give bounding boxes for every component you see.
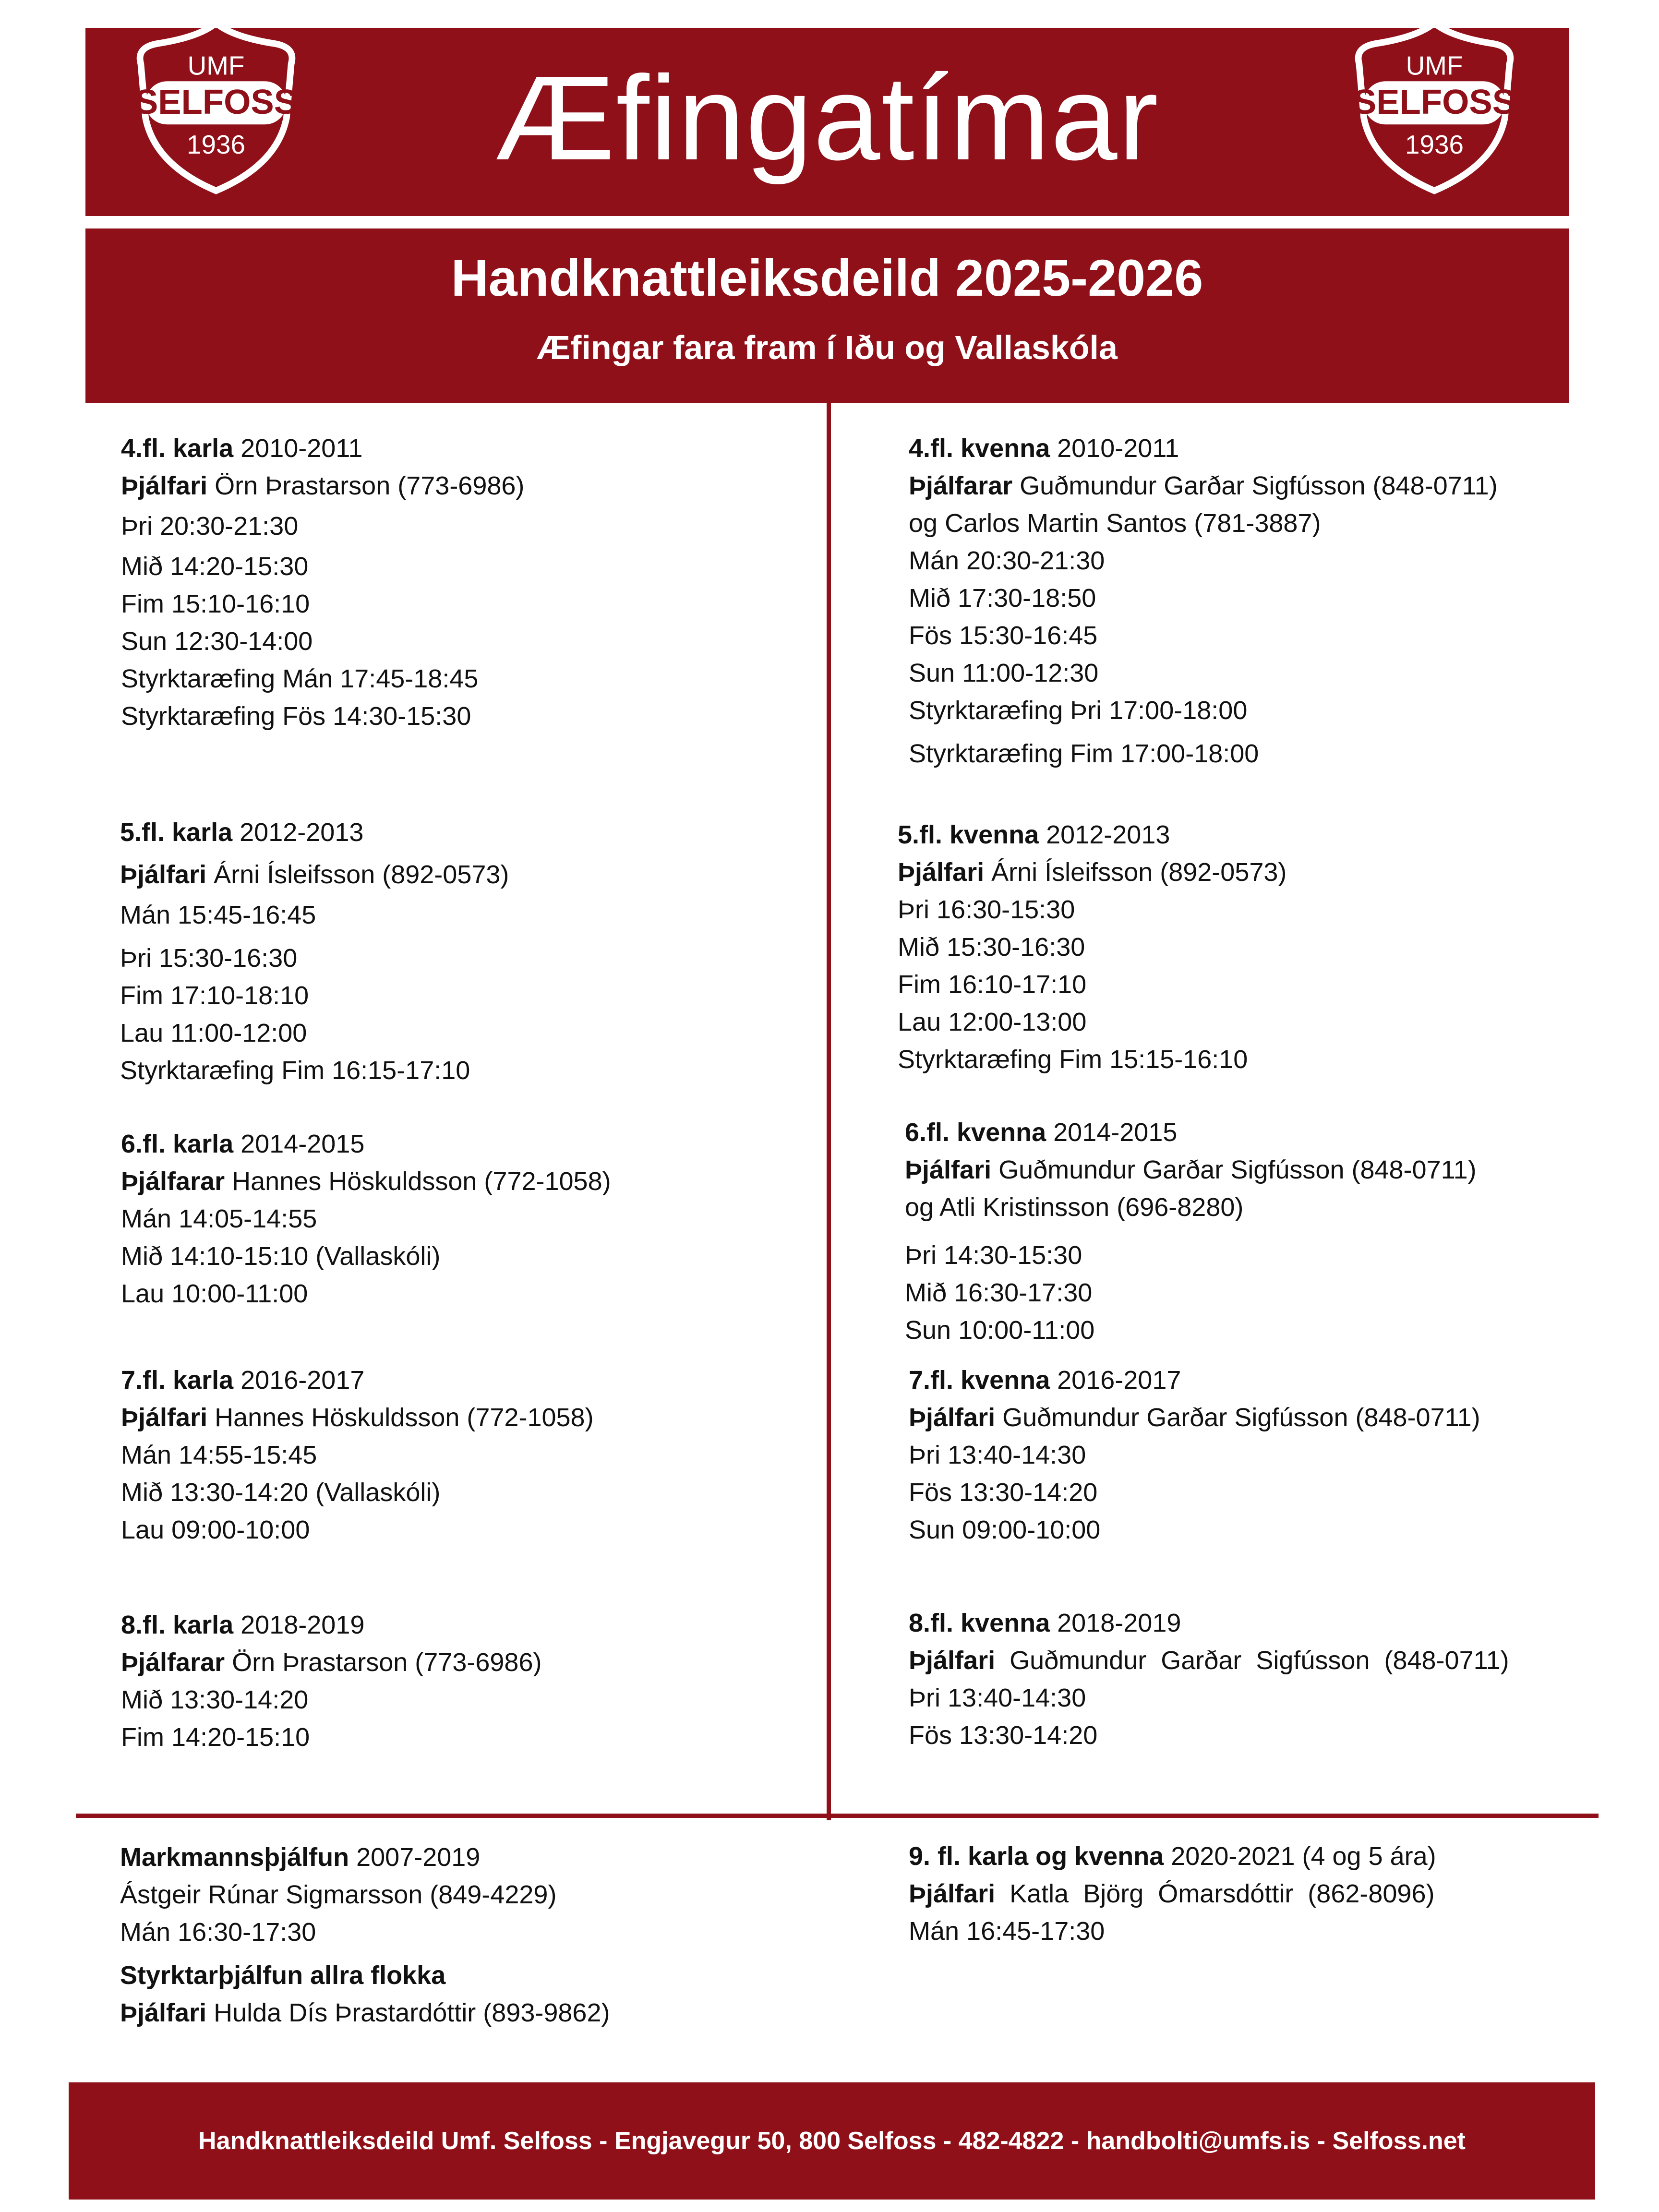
umf-selfoss-logo-right	[1339, 19, 1529, 198]
group-7fl-karla: 7.fl. karla 2016-2017 Þjálfari Hannes Höskuldsson (772-1058) Mán 14:55-15:45 Mið 13:30-14:20 (Vallaskóli) Lau 09:00-10:00	[121, 1366, 594, 1544]
group-8fl-kvenna: 8.fl. kvenna 2018-2019 Þjálfari Guðmundur Garðar Sigfússon (848-0711) Þri 13:40-14:30 Fös 13:30-14:20	[909, 1609, 1509, 1750]
svg-text:UMF: UMF	[187, 50, 245, 81]
page-title: Æfingatímar	[495, 50, 1159, 185]
column-divider	[827, 403, 831, 1820]
svg-text:1936: 1936	[1405, 129, 1464, 159]
group-8fl-karla: 8.fl. karla 2018-2019 Þjálfarar Örn Þrastarson (773-6986) Mið 13:30-14:20 Fim 14:20-15:10	[121, 1611, 542, 1752]
group-5fl-karla: 5.fl. karla 2012-2013 Þjálfari Árni Ísleifsson (892-0573) Mán 15:45-16:45 Þri 15:30-16:30 Fim 17:10-18:10 Lau 11:00-12:00 Styrktaræfing Fim 16:15-17:10	[120, 818, 509, 1085]
group-6fl-kvenna: 6.fl. kvenna 2014-2015 Þjálfari Guðmundur Garðar Sigfússon (848-0711) og Atli Kristinsson (696-8280) Þri 14:30-15:30 Mið 16:30-17:30 Sun 10:00-11:00	[905, 1118, 1477, 1345]
section-divider	[76, 1814, 1599, 1818]
location-subtitle: Æfingar fara fram í Iðu og Vallaskóla	[537, 329, 1118, 366]
footer-contact: Handknattleiksdeild Umf. Selfoss - Engjavegur 50, 800 Selfoss - 482-4822 - handbolti@umfs.is - Selfoss.net	[198, 2127, 1466, 2155]
header-band	[85, 228, 1569, 403]
group-9fl: 9. fl. karla og kvenna 2020-2021 (4 og 5 ára) Þjálfari Katla Björg Ómarsdóttir (862-8096) Mán 16:45-17:30	[909, 1842, 1436, 1946]
svg-text:1936: 1936	[187, 129, 245, 159]
svg-text:UMF: UMF	[1406, 50, 1463, 81]
department-title: Handknattleiksdeild 2025-2026	[451, 249, 1203, 307]
footer-bar	[69, 2082, 1595, 2200]
goalkeeper-training: Markmannsþjálfun 2007-2019 Ástgeir Rúnar Sigmarsson (849-4229) Mán 16:30-17:30 Styrktarþjálfun allra flokka Þjálfari Hulda Dís Þrastardóttir (893-9862)	[120, 1843, 610, 2027]
group-6fl-karla: 6.fl. karla 2014-2015 Þjálfarar Hannes Höskuldsson (772-1058) Mán 14:05-14:55 Mið 14:10-15:10 (Vallaskóli) Lau 10:00-11:00	[121, 1130, 611, 1308]
group-5fl-kvenna: 5.fl. kvenna 2012-2013 Þjálfari Árni Ísleifsson (892-0573) Þri 16:30-15:30 Mið 15:30-16:30 Fim 16:10-17:10 Lau 12:00-13:00 Styrktaræfing Fim 15:15-16:10	[898, 820, 1287, 1074]
group-7fl-kvenna: 7.fl. kvenna 2016-2017 Þjálfari Guðmundur Garðar Sigfússon (848-0711) Þri 13:40-14:30 Fös 13:30-14:20 Sun 09:00-10:00	[909, 1366, 1480, 1544]
group-4fl-kvenna: 4.fl. kvenna 2010-2011 Þjálfarar Guðmundur Garðar Sigfússon (848-0711) og Carlos Martin Santos (781-3887) Mán 20:30-21:30 Mið 17:30-18:50 Fös 15:30-16:45 Sun 11:00-12:30 Styrktaræfing Þri 17:00-18:00 Styrktaræfing Fim 17:00-18:00	[909, 434, 1498, 768]
group-4fl-karla: 4.fl. karla 2010-2011 Þjálfari Örn Þrastarson (773-6986) Þri 20:30-21:30 Mið 14:20-15:30 Fim 15:10-16:10 Sun 12:30-14:00 Styrktaræfing Mán 17:45-18:45 Styrktaræfing Fös 14:30-15:30	[121, 434, 525, 731]
umf-selfoss-logo-left	[121, 19, 311, 198]
svg-text:SELFOSS: SELFOSS	[1353, 82, 1516, 121]
svg-text:SELFOSS: SELFOSS	[134, 82, 298, 121]
